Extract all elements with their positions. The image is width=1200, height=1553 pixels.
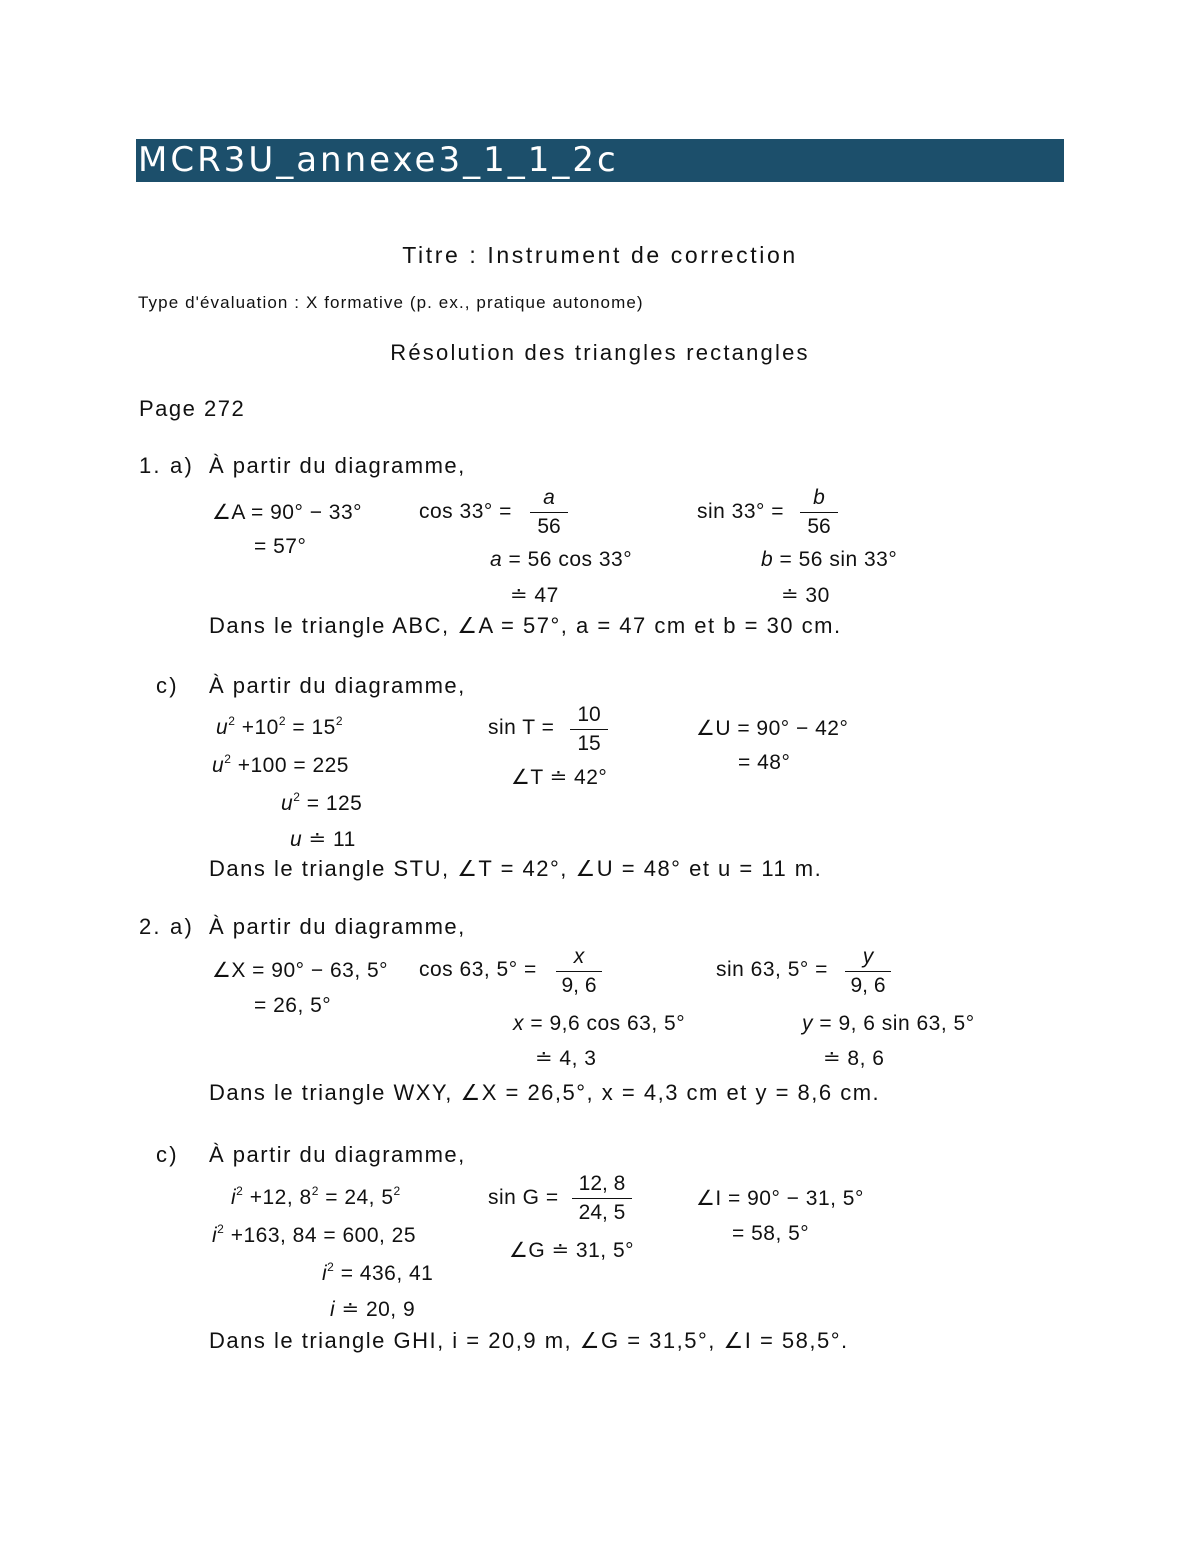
conclusion: Dans le triangle GHI, i = 20,9 m, ∠G = 31,5°, ∠I = 58,5°. <box>209 1328 849 1353</box>
angle-u-result: = 48° <box>738 751 791 774</box>
angle-i-equation: ∠I = 90° − 31, 5° <box>696 1187 864 1210</box>
pythagoras-step-2: $i^2 +163$, 84 = 600, 25 <box>212 1222 417 1247</box>
pythagoras-result: i ≐ 20, 9 <box>330 1298 416 1321</box>
question-intro: À partir du diagramme, <box>209 453 466 478</box>
pythagoras-step-3: $u^2 = 125$ <box>281 790 363 815</box>
sin-equation-lhs: sin 33° = <box>697 500 785 523</box>
x-result: ≐ 4, 3 <box>535 1047 597 1070</box>
cos-equation-lhs: cos 33° = <box>419 500 512 523</box>
fraction-numerator: b <box>813 486 825 509</box>
y-calculation: y = 9, 6 sin 63, 5° <box>802 1012 975 1035</box>
fraction-numerator: x <box>573 945 585 968</box>
x-calculation: x = 9,6 cos 63, 5° <box>513 1012 686 1035</box>
document-title: Titre : Instrument de correction <box>402 242 798 268</box>
b-result: ≐ 30 <box>781 584 830 607</box>
fraction-denominator: 9, 6 <box>561 974 597 997</box>
angle-u-equation: ∠U = 90° − 42° <box>696 717 849 740</box>
pythagoras-step-1: $u^2 +10^2 = 15^2$ <box>216 714 344 739</box>
sin-equation-lhs: sin G = <box>488 1186 559 1209</box>
angle-x-result: = 26, 5° <box>254 994 332 1017</box>
conclusion: Dans le triangle STU, ∠T = 42°, ∠U = 48° et u = 11 m. <box>209 856 823 881</box>
angle-g-result: ∠G ≐ 31, 5° <box>509 1239 635 1262</box>
pythagoras-result: u ≐ 11 <box>290 828 356 851</box>
fraction-denominator: 15 <box>577 732 601 755</box>
sin-equation-lhs: sin T = <box>488 716 555 739</box>
fraction-numerator: y <box>862 945 874 968</box>
a-result: ≐ 47 <box>510 584 559 607</box>
pythagoras-step-1: $i^2 +12$, $8^2 = 24$, $5^2$ <box>231 1184 401 1209</box>
question-label: c) <box>156 673 179 698</box>
cos-equation-lhs: cos 63, 5° = <box>419 958 537 981</box>
a-calculation: a = 56 cos 33° <box>490 548 633 571</box>
fraction-denominator: 56 <box>807 515 831 538</box>
document-code-header: MCR3U_annexe3_1_1_2c <box>136 139 1064 182</box>
fraction-denominator: 9, 6 <box>850 974 886 997</box>
fraction-denominator: 24, 5 <box>578 1201 626 1224</box>
sin-fraction <box>800 484 838 541</box>
pythagoras-step-3: $i^2 = 436$, 41 <box>322 1260 434 1285</box>
fraction-numerator: 10 <box>577 703 601 726</box>
sin-fraction <box>570 701 608 758</box>
question-intro: À partir du diagramme, <box>209 914 466 939</box>
fraction-numerator: 12, 8 <box>578 1172 626 1195</box>
fraction-denominator: 56 <box>537 515 561 538</box>
conclusion: Dans le triangle WXY, ∠X = 26,5°, x = 4,3 cm et y = 8,6 cm. <box>209 1080 881 1105</box>
sin-equation-lhs: sin 63, 5° = <box>716 958 828 981</box>
section-subtitle: Résolution des triangles rectangles <box>390 340 810 365</box>
angle-x-equation: ∠X = 90° − 63, 5° <box>212 959 389 982</box>
evaluation-type: Type d'évaluation : X formative (p. ex., pratique autonome) <box>138 293 644 312</box>
question-label: 1. a) <box>139 453 195 478</box>
angle-i-result: = 58, 5° <box>732 1222 810 1245</box>
angle-a-equation: ∠A = 90° − 33° <box>212 501 363 524</box>
angle-a-result: = 57° <box>254 535 307 558</box>
y-result: ≐ 8, 6 <box>823 1047 885 1070</box>
cos-fraction <box>556 943 602 1000</box>
pythagoras-step-2: $u^2 +100 = 225$ <box>212 752 349 777</box>
fraction-numerator: a <box>543 486 555 509</box>
b-calculation: b = 56 sin 33° <box>761 548 898 571</box>
sin-fraction <box>845 943 891 1000</box>
angle-t-result: ∠T ≐ 42° <box>511 766 608 789</box>
page-reference: Page 272 <box>139 396 246 421</box>
conclusion: Dans le triangle ABC, ∠A = 57°, a = 47 cm et b = 30 cm. <box>209 613 842 638</box>
question-intro: À partir du diagramme, <box>209 673 466 698</box>
question-label: 2. a) <box>139 914 195 939</box>
question-intro: À partir du diagramme, <box>209 1142 466 1167</box>
sin-fraction <box>572 1170 632 1227</box>
question-label: c) <box>156 1142 179 1167</box>
cos-fraction <box>530 484 568 541</box>
